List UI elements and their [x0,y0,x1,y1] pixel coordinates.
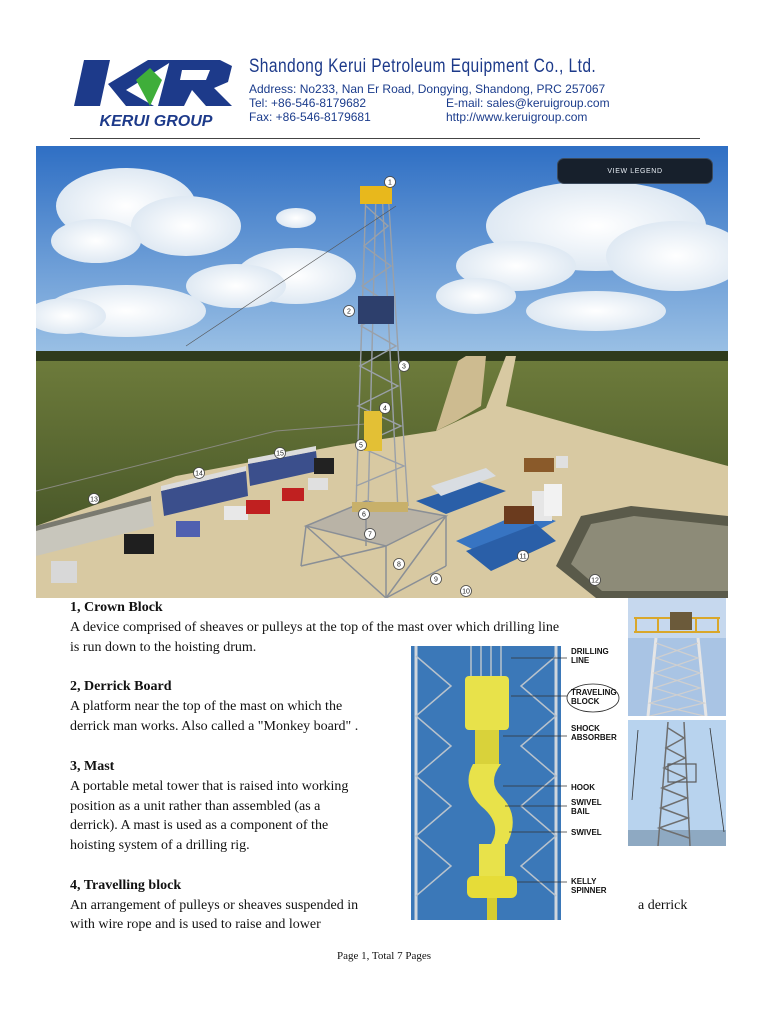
company-phone: Tel: +86-546-8179682 [249,96,367,110]
rig-marker-7 [365,529,376,540]
svg-text:10: 10 [462,588,470,596]
company-email[interactable]: E-mail: sales@keruigroup.com [446,96,610,110]
svg-text:8: 8 [397,561,401,569]
crown-block-text-line: is run down to the hoisting drum. [70,640,257,655]
drilling-rig-illustration [36,146,728,598]
rig-marker-1 [385,177,396,188]
svg-text:4: 4 [383,405,387,413]
rig-marker-4 [380,403,391,414]
section-heading-mast: 3, Mast [70,759,115,774]
svg-text:7: 7 [368,531,372,539]
rig-marker-15 [275,448,286,459]
svg-text:5: 5 [359,442,363,450]
callout-shock-absorber: SHOCK ABSORBER [571,724,617,742]
svg-text:15: 15 [276,450,284,458]
section-heading-crown-block: 1, Crown Block [70,600,163,615]
travelling-block-text-line: An arrangement of pulleys or sheaves suspended in [70,898,359,913]
callout-drilling-line: DRILLING LINE [571,647,609,665]
svg-text:11: 11 [519,553,527,561]
callout-kelly-spinner: KELLY SPINNER [571,877,607,895]
mast-photo [628,720,726,846]
rig-marker-11 [518,551,529,562]
derrick-board-text-line: A platform near the top of the mast on which the [70,699,343,714]
rig-marker-3 [399,361,410,372]
crown-block-photo [628,598,726,716]
kerui-logo [70,56,242,130]
svg-text:9: 9 [434,576,438,584]
rig-marker-2 [344,306,355,317]
derrick-board-text-line: derrick man works. Also called a "Monkey board" . [70,719,359,734]
rig-marker-8 [394,559,405,570]
svg-text:12: 12 [591,577,599,585]
rig-marker-9 [431,574,442,585]
header-divider [70,138,700,139]
page-footer: Page 1, Total 7 Pages [336,950,432,962]
rig-marker-12 [590,575,601,586]
company-address: Address: No233, Nan Er Road, Dongying, Shandong, PRC 257067 [249,82,606,96]
section-heading-travelling-block: 4, Travelling block [70,878,182,893]
mast-text-line: hoisting system of a drilling rig. [70,838,250,853]
travelling-block-text-line: a derrick [638,898,688,913]
rig-marker-13 [89,494,100,505]
crown-block-text-line: A device comprised of sheaves or pulleys at the top of the mast over which drilling line [70,620,560,635]
view-legend-button[interactable]: VIEW LEGEND [557,158,713,184]
mast-text-line: A portable metal tower that is raised into working [70,779,349,794]
rig-marker-6 [359,509,370,520]
callout-hook: HOOK [571,783,595,792]
mast-text-line: derrick). A mast is used as a component of the [70,818,329,833]
svg-text:14: 14 [195,470,203,478]
travelling-block-text-line: with wire rope and is used to raise and lower [70,917,321,932]
svg-text:2: 2 [347,308,351,316]
company-fax: Fax: +86-546-8179681 [249,110,371,124]
callout-traveling-block: TRAVELING BLOCK [571,688,617,706]
svg-text:3: 3 [402,363,406,371]
rig-marker-5 [356,440,367,451]
callout-swivel: SWIVEL [571,828,602,837]
callout-swivel-bail: SWIVEL BAIL [571,798,602,816]
svg-text:13: 13 [90,496,98,504]
svg-text:1: 1 [388,179,392,187]
company-name: Shandong Kerui Petroleum Equipment Co., Ltd. [249,56,597,77]
company-website[interactable]: http://www.keruigroup.com [446,110,588,124]
section-heading-derrick-board: 2, Derrick Board [70,679,172,694]
rig-marker-10 [461,586,472,597]
rig-marker-14 [194,468,205,479]
logo-subtitle: KERUI GROUP [99,113,213,130]
mast-text-line: position as a unit rather than assembled (as a [70,799,321,814]
svg-text:6: 6 [362,511,366,519]
